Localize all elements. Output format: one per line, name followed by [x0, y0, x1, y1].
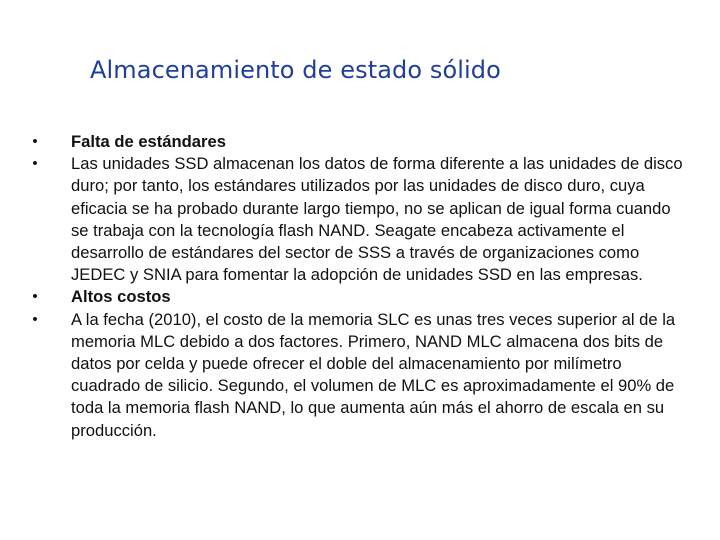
bullet-dot-icon: • [32, 310, 38, 328]
slide-title: Almacenamiento de estado sólido [90, 56, 501, 84]
bullet-item [28, 153, 688, 286]
bullet-item [28, 309, 688, 442]
bullet-list [28, 131, 688, 442]
bullet-item [28, 286, 688, 308]
bullet-text: Falta de estándares [71, 132, 226, 151]
bullet-text: A la fecha (2010), el costo de la memoria SLC es unas tres veces superior al de la memoria MLC debido a dos factores. Primero, NAND MLC almacena dos bits de datos por celda y puede ofrecer el doble del almacenamiento por milímetro cuadrado de silicio. Segundo, el volumen de MLC es aproximadamente el 90% de toda la memoria flash NAND, lo que aumenta aún más el ahorro de escala en su producción. [71, 309, 676, 440]
bullet-dot-icon: • [32, 155, 38, 173]
bullet-text: Altos costos [71, 287, 171, 307]
bullet-dot-icon: • [32, 288, 38, 306]
bullet-text: Las unidades SSD almacenan los datos de forma diferente a las unidades de disco duro; por tanto, los estándares utilizados por las unidades de disco duro, cuya eficacia se ha probado durante largo tiempo, no se aplican de igual forma cuando se trabaja con la tecnología flash NAND. Seagate encabeza activamente el desarrollo de estándares del sector de SSS a través de organizaciones como JEDEC y SNIA para fomentar la adopción de unidades SSD en las empresas. [71, 154, 683, 285]
bullet-dot-icon: • [32, 133, 38, 150]
bullet-item [28, 131, 688, 153]
